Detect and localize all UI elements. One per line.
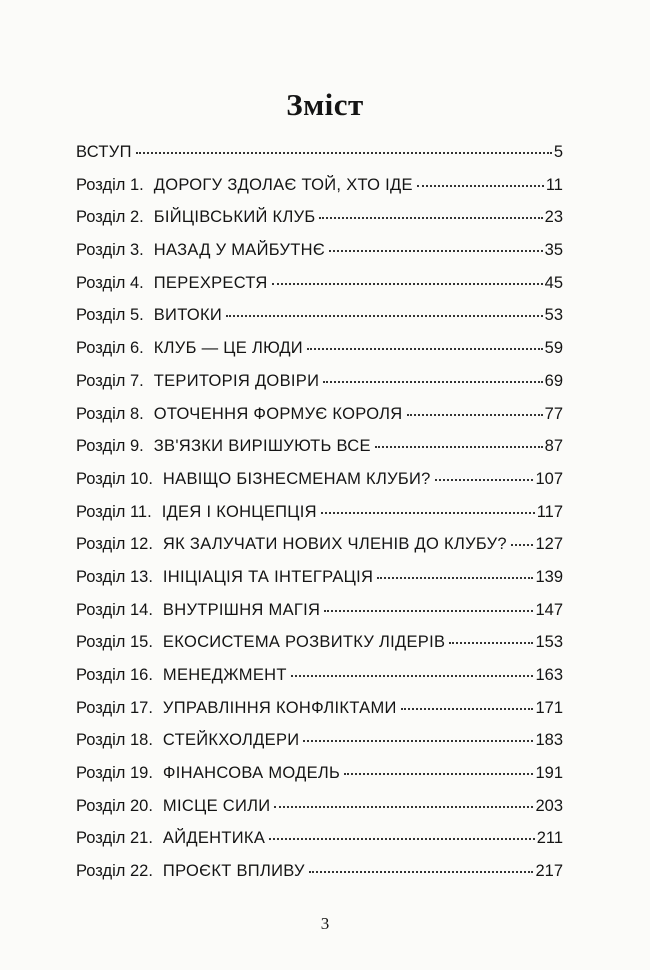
toc-dot-leader	[324, 610, 533, 612]
toc-entry-page-number: 77	[544, 404, 563, 423]
toc-dot-leader	[303, 740, 533, 742]
toc-entry-title: МІСЦЕ СИЛИ	[162, 796, 271, 815]
toc-entry	[76, 470, 563, 503]
toc-entry	[76, 666, 563, 699]
toc-entry	[76, 503, 563, 536]
toc-entry-title: ЯК ЗАЛУЧАТИ НОВИХ ЧЛЕНІВ ДО КЛУБУ?	[162, 535, 507, 554]
toc-entry	[76, 699, 563, 732]
toc-entry-page-number: 171	[535, 698, 563, 717]
toc-dot-leader	[269, 838, 535, 840]
toc-entry-page-number: 191	[535, 764, 563, 783]
toc-entry	[76, 339, 563, 372]
toc-entry-chapter-number: Розділ 22.	[76, 862, 153, 881]
toc-entry-page-number: 127	[535, 535, 563, 554]
toc-entry-chapter-number: Розділ 20.	[76, 796, 153, 815]
toc-entry-title: ІНІЦІАЦІЯ ТА ІНТЕГРАЦІЯ	[162, 567, 374, 586]
toc-entry-chapter-number: Розділ 4.	[76, 273, 144, 292]
toc-entry-title: ВСТУП	[76, 143, 132, 161]
toc-entry-title: МЕНЕДЖМЕНТ	[162, 666, 287, 684]
toc-entry-page-number: 11	[545, 175, 563, 194]
toc-entry	[76, 306, 563, 339]
toc-entry-chapter-number: Розділ 3.	[76, 241, 144, 260]
toc-entry-title: КЛУБ — ЦЕ ЛЮДИ	[153, 339, 303, 358]
toc-dot-leader	[377, 577, 533, 579]
toc-dot-leader	[319, 217, 542, 219]
toc-dot-leader	[291, 675, 534, 677]
toc-entry-chapter-number: Розділ 16.	[76, 666, 153, 684]
toc-dot-leader	[321, 512, 535, 514]
toc-dot-leader	[323, 381, 542, 383]
toc-entry-chapter-number: Розділ 19.	[76, 764, 153, 783]
toc-entry-page-number: 163	[535, 666, 563, 684]
toc-entry-chapter-number: Розділ 2.	[76, 208, 144, 227]
toc-entry-page-number: 147	[535, 600, 563, 619]
toc-dot-leader	[309, 871, 534, 873]
toc-entry-page-number: 153	[535, 633, 563, 652]
toc-entry-page-number: 211	[536, 829, 563, 848]
toc-entry-page-number: 45	[544, 273, 563, 292]
toc-entry-chapter-number: Розділ 8.	[76, 404, 144, 423]
page-title: Зміст	[286, 86, 364, 122]
toc-entry-chapter-number: Розділ 11.	[76, 502, 152, 521]
toc-dot-leader	[136, 152, 552, 154]
toc-entry	[76, 405, 563, 438]
toc-entry-page-number: 217	[535, 862, 563, 881]
toc-entry-title: СТЕЙКХОЛДЕРИ	[162, 731, 300, 750]
toc-entry-title: ЗВ'ЯЗКИ ВИРІШУЮТЬ ВСЕ	[153, 437, 371, 456]
toc-entry-title: НАВІЩО БІЗНЕСМЕНАМ КЛУБИ?	[162, 469, 431, 488]
toc-entry-page-number: 203	[535, 796, 563, 815]
toc-entry-title: ФІНАНСОВА МОДЕЛЬ	[162, 764, 341, 783]
toc-entry-title: ДОРОГУ ЗДОЛАЄ ТОЙ, ХТО ІДЕ	[153, 175, 413, 194]
toc-entry-title: ІДЕЯ І КОНЦЕПЦІЯ	[161, 502, 317, 521]
toc-entry-chapter-number: Розділ 5.	[76, 306, 144, 325]
toc-entry	[76, 797, 563, 830]
toc-dot-leader	[272, 283, 543, 285]
toc-entry-chapter-number: Розділ 12.	[76, 535, 153, 554]
toc-dot-leader	[226, 315, 543, 317]
toc-entry	[76, 829, 563, 862]
toc-entry-chapter-number: Розділ 14.	[76, 600, 153, 619]
toc-entry-chapter-number: Розділ 7.	[76, 371, 144, 390]
toc-entry-page-number: 69	[544, 371, 563, 390]
toc-dot-leader	[511, 544, 534, 546]
toc-entry-page-number: 59	[544, 339, 563, 358]
toc-entry-chapter-number: Розділ 18.	[76, 731, 153, 750]
toc-entry-chapter-number: Розділ 6.	[76, 339, 144, 358]
toc-dot-leader	[329, 250, 543, 252]
toc-dot-leader	[401, 708, 534, 710]
toc-entry-page-number: 35	[544, 241, 563, 260]
toc-entry-title: БІЙЦІВСЬКИЙ КЛУБ	[153, 208, 316, 227]
toc-entry	[76, 274, 563, 307]
toc-dot-leader	[449, 642, 533, 644]
toc-dot-leader	[435, 479, 534, 481]
toc-dot-leader	[417, 185, 544, 187]
toc-entry-chapter-number: Розділ 1.	[76, 175, 144, 194]
table-of-contents	[76, 143, 563, 895]
toc-entry-title: НАЗАД У МАЙБУТНЄ	[153, 241, 326, 260]
toc-entry-page-number: 53	[544, 306, 563, 325]
toc-entry-page-number: 5	[553, 143, 563, 161]
toc-entry	[76, 241, 563, 274]
toc-entry-title: ВИТОКИ	[153, 306, 223, 325]
toc-entry	[76, 633, 563, 666]
toc-entry-chapter-number: Розділ 17.	[76, 698, 153, 717]
toc-entry-title: ПЕРЕХРЕСТЯ	[153, 273, 268, 292]
toc-dot-leader	[307, 348, 543, 350]
toc-entry-page-number: 23	[544, 208, 563, 227]
toc-entry	[76, 437, 563, 470]
toc-entry-chapter-number: Розділ 13.	[76, 567, 153, 586]
toc-entry-page-number: 183	[535, 731, 563, 750]
toc-entry	[76, 601, 563, 634]
page-number: 3	[320, 914, 330, 933]
toc-entry	[76, 731, 563, 764]
toc-dot-leader	[344, 773, 533, 775]
toc-entry-page-number: 117	[536, 502, 563, 521]
toc-entry	[76, 764, 563, 797]
toc-entry	[76, 208, 563, 241]
toc-entry-title: ВНУТРІШНЯ МАГІЯ	[162, 600, 321, 619]
toc-entry-page-number: 139	[535, 567, 563, 586]
toc-entry-chapter-number: Розділ 15.	[76, 633, 153, 652]
toc-entry-title: АЙДЕНТИКА	[162, 829, 266, 848]
toc-entry-title: ТЕРИТОРІЯ ДОВІРИ	[153, 371, 320, 390]
toc-entry	[76, 143, 563, 176]
toc-entry	[76, 176, 563, 209]
toc-entry	[76, 372, 563, 405]
toc-entry-title: ОТОЧЕННЯ ФОРМУЄ КОРОЛЯ	[153, 404, 403, 423]
toc-entry-chapter-number: Розділ 9.	[76, 437, 144, 456]
toc-entry-title: УПРАВЛІННЯ КОНФЛІКТАМИ	[162, 698, 397, 717]
toc-entry-chapter-number: Розділ 10.	[76, 469, 153, 488]
toc-entry	[76, 862, 563, 895]
toc-entry	[76, 568, 563, 601]
toc-entry-chapter-number: Розділ 21.	[76, 829, 153, 848]
toc-dot-leader	[407, 414, 543, 416]
toc-entry-page-number: 107	[535, 469, 563, 488]
toc-entry	[76, 535, 563, 568]
toc-dot-leader	[375, 446, 543, 448]
toc-entry-title: ПРОЄКТ ВПЛИВУ	[162, 862, 305, 881]
toc-entry-page-number: 87	[544, 437, 563, 456]
toc-dot-leader	[274, 806, 533, 808]
toc-entry-title: ЕКОСИСТЕМА РОЗВИТКУ ЛІДЕРІВ	[162, 633, 446, 652]
